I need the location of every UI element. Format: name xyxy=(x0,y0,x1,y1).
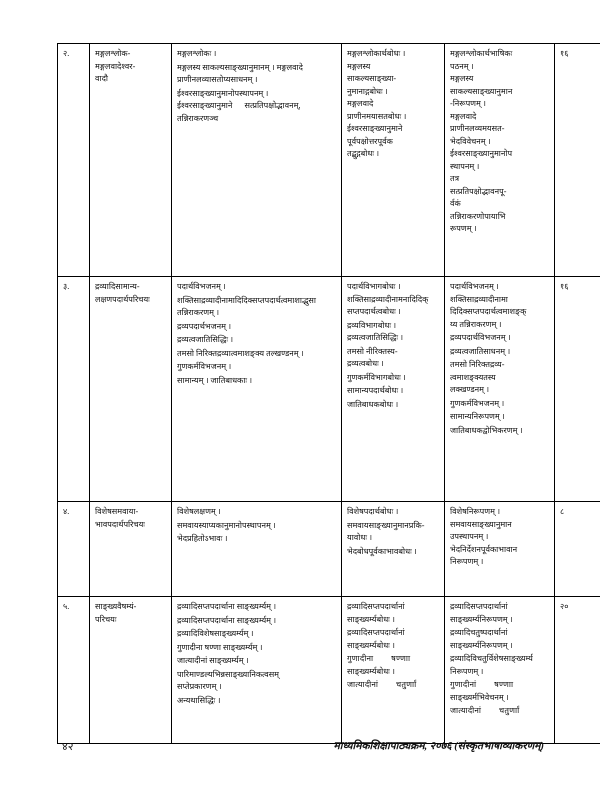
row-content: द्रव्यादिसप्तपदार्थाना साङ्ख्यर्म्यम् । द्रव्यादिसप्तपदार्थाना साङ्ख्यर्म्यम् । द्रव्यादिविशेषसाङ्ख्यर्म्यम् । गुणादीना षण्णा साङ्ख्यर्म्यम् । जात्यादीनां साङ्ख्यर्म्यम् । पारिमाण्डल्यभिन्नसाङ्ख्यानिकत्वसम् सप्तेप्रकारणम् । अन्यथासिद्धिः । xyxy=(172,597,342,744)
row-topic: मङ्गलश्लोक- मङ्गलवादेश्वर- वादौ xyxy=(90,44,172,277)
syllabus-table xyxy=(57,43,600,744)
row-hours: २० xyxy=(555,597,600,744)
row-hours: १६ xyxy=(555,44,600,277)
row-serial-number: ५. xyxy=(58,597,90,744)
footer-title: माध्यमिकशिक्षापाठ्यक्रम, २०७६ (संस्कृतभाषाव्याकरणम्) xyxy=(333,741,544,752)
row-outcome: द्रव्यादिसप्तपदार्थानां साङ्ख्यर्म्यबोधः । द्रव्यादिसप्तपदार्थानां साङ्ख्यर्म्यबोधः । गुणादीना षण्णाा साङ्ख्यर्म्यबोधः । जात्यादीनां चतुर्णाां xyxy=(342,597,445,744)
row-outcome: विशेषपदार्थबोधः । समवायसाङ्ख्यानुमानप्रकि- यावोधः । भेदबोधपूर्वकाभावबोधः । xyxy=(342,502,445,597)
table-row xyxy=(58,44,600,277)
row-serial-number: ४. xyxy=(58,502,90,597)
row-content: पदार्थविभजनम् । शक्तिसाद्रव्यादीनामादिदिक्सप्तपदार्थत्वमाशाद्भुसा तन्निराकरणम् । द्रव्यपदार्थभजनम् । द्रव्यत्वजातिसिद्धिः । तमसो निरिक्तद्रव्यात्वमाशङ्क्य तल्खण्डनम् । गुणकर्मविभजनम् । सामान्यम् । जातिबाधकाः । xyxy=(172,277,342,502)
table-row xyxy=(58,277,600,502)
table-row xyxy=(58,502,600,597)
row-topic: विशेषसमवाया- भावपदार्थपरिचयः xyxy=(90,502,172,597)
row-topic: साङ्ख्यवैषम्यं- परिचयः xyxy=(90,597,172,744)
row-activity: पदार्थविभजनम् । शक्तिसाद्रव्यादीनामा दिदिक्सप्तपदार्थत्वमाशङ्क् य्य तन्निराकरणम् । द्रव्यपदार्थविभजनम् । द्रव्यत्वजातिसाधनम् । तमसो निरिक्तद्रव्य- त्वमाशङ्क्यतस्य लक्खण्डनम् । गुणकर्मविभजनम् । सामान्यनिरूपणम् । जातिबाधकद्वोभिकरणम् । xyxy=(445,277,555,502)
row-activity: मङ्गलश्लोकार्थभाषिकः पठनम् । मङ्गलस्य साकल्यसाङ्ख्यानुमान -निरूपणम् । मङ्गलवादे प्राणीनलव्यमयसत- भेदविवेचनम् । ईश्वरसाङ्ख्यानुमानोप स्थापनम् । तत्र सत्प्रतिपक्षोद्भावनपू- र्वकं तन्निराकरणोपायाभि रूपणम् । xyxy=(445,44,555,277)
row-hours: १६ xyxy=(555,277,600,502)
row-outcome: मङ्गलश्लोकार्थबोधः । मङ्गलस्य साकल्यसाङ्ख्या- नुमानाद्गबोधः । मङ्गलवादे प्राणीनमयासतबोधः । ईश्वरसाङ्ख्यानुमाने पूर्वपक्षोत्तरपूर्वक तद्बुद्गबोधः । xyxy=(342,44,445,277)
row-topic: द्रव्यादिसामान्य- लक्षणपदार्थपरिचयः xyxy=(90,277,172,502)
row-outcome: पदार्थविभागबोधः । शक्तिसाद्रव्यादीनामनादिदिक् सप्तपदार्थत्वबोधः । द्रव्यविभागबोधः । द्रव्यत्वजातिसिद्धिः । तमसो नीरिक्तस्य- द्रव्यत्वबोधः । गुणकर्मविभागबोधः । सामान्यपदार्थबोधः । जातिबाधकबोधः । xyxy=(342,277,445,502)
row-content: मङ्गलश्लोकः । मङ्गलस्य साकल्यसाङ्ख्यानुमानम् । मङ्गलवादे प्राणीनलव्यासतोप्यसाधनम् । ईश्वरसाङ्ख्यानुमानोपस्थापनम् । ईश्वरसाङ्ख्यानुमाने सत्प्रतिपक्षोद्भावनम्, तन्निराकरणञ्च xyxy=(172,44,342,277)
page-footer xyxy=(0,739,600,759)
table-row xyxy=(58,597,600,744)
page-number: ४२ xyxy=(62,741,74,753)
row-activity: विशेषनिरूपणम् । समवायसाङ्ख्यानुमान उपस्थापनम् । भेदनिर्देशनपूर्वकाभावान निरूपणम् । xyxy=(445,502,555,597)
row-activity: द्रव्यादिसप्तपदार्थानां साङ्ख्यर्म्यनिरूपणम् । द्रव्यादिचतुष्पदार्थानां साङ्ख्यर्म्यनिरूपणम् । द्रव्यादिविचतुर्विशेषसाङ्ख्यर्म्य निरूपणम् । गुणादीनां षण्णाा साङ्ख्यर्मभिवेचनम् । जात्यादीनां चतुर्णाां xyxy=(445,597,555,744)
row-serial-number: २. xyxy=(58,44,90,277)
row-content: विशेषलक्षणम् । समवायस्याप्यकानुमानोपस्थापनम् । भेदप्रहितोऽभावः । xyxy=(172,502,342,597)
row-serial-number: ३. xyxy=(58,277,90,502)
row-hours: ८ xyxy=(555,502,600,597)
